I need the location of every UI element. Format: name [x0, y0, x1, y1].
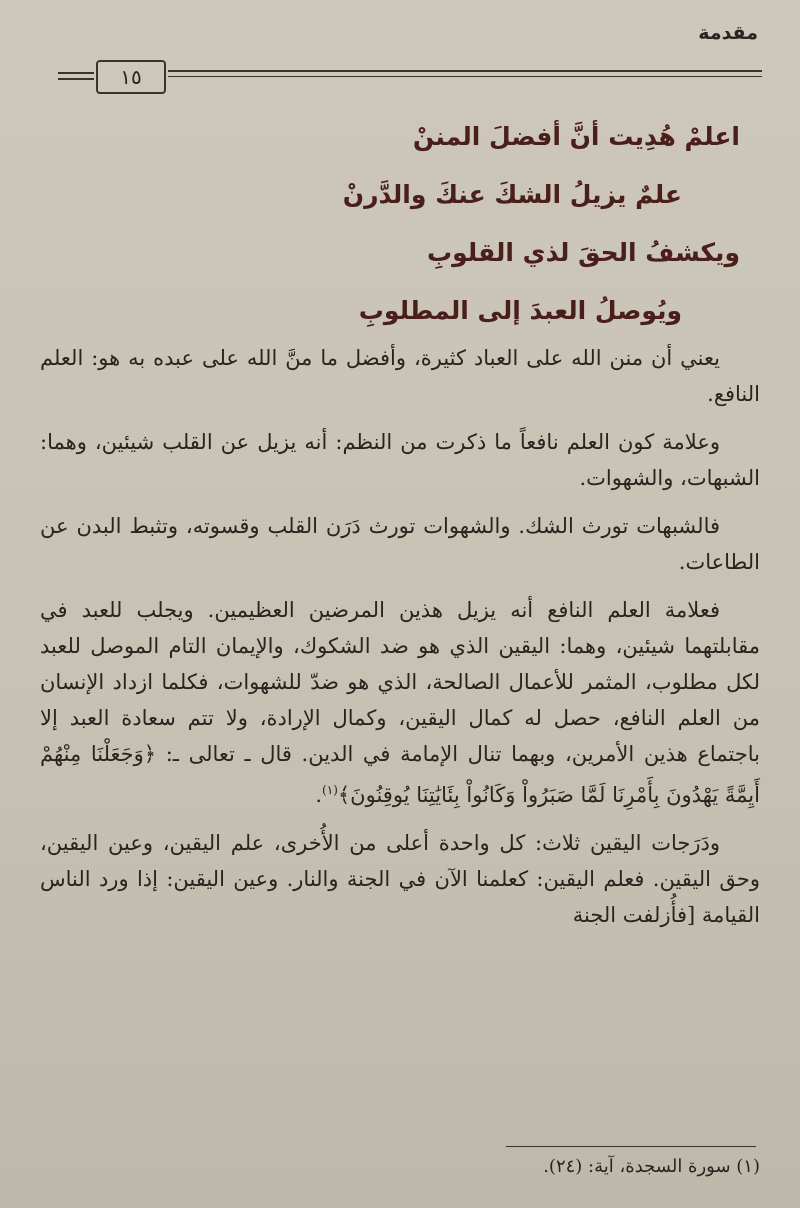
paragraph: يعني أن منن الله على العباد كثيرة، وأفضل ما منَّ الله على عبده به هو: العلم النافع.	[40, 346, 760, 406]
paragraph: فالشبهات تورث الشك. والشهوات تورث دَرَن القلب وقسوته، وتثبط البدن عن الطاعات.	[40, 514, 760, 574]
footnote-marker: (١)	[322, 783, 338, 797]
quran-verse: ﴿وَجَعَلْنَا مِنْهُمْ أَيِمَّةً يَهْدُونَ بِأَمْرِنَا لَمَّا صَبَرُواْ وَكَانُواْ بِئَايَٰتِنَا يُوقِنُونَ﴾	[40, 742, 760, 807]
footnote: (١) سورة السجدة، آية: (٢٤).	[543, 1156, 760, 1177]
rule-stub	[58, 78, 94, 80]
paragraph-with-verse: فعلامة العلم النافع أنه يزيل هذين المرضين العظيمين. ويجلب للعبد في مقابلتهما شيئين، وهما: اليقين الذي هو ضد الشكوك، والإيمان التام الموصل للعبد لكل مطلوب، المثمر للأعمال الصالحة، الذي هو ضدّ للشهوات، فكلما ازداد الإنسان من العلم النافع، حصل له كمال اليقين، وكمال الإرادة، ولا تتم سعادة العبد إلا باجتماع هذين الأمرين، وبهما تنال الإمامة في الدين. قال ـ تعالى ـ: ﴿وَجَعَلْنَا مِنْهُمْ أَيِمَّةً يَهْدُونَ بِأَمْرِنَا لَمَّا صَبَرُواْ وَكَانُواْ بِئَايَٰتِنَا يُوقِنُونَ﴾$^{(١)}$.	[40, 598, 760, 807]
poem-line: علمٌ يزيلُ الشكَ عنكَ والدَّرنْ	[342, 180, 682, 209]
header-rule	[58, 60, 762, 96]
running-head: مقدمة	[698, 22, 758, 44]
body-text	[40, 340, 760, 945]
poem-line: ويُوصلُ العبدَ إلى المطلوبِ	[358, 296, 682, 325]
poem-block	[60, 108, 740, 340]
poem-line: ويكشفُ الحقَ لذي القلوبِ	[427, 238, 740, 267]
paragraph-text: فعلامة العلم النافع أنه يزيل هذين المرضين العظيمين. ويجلب للعبد في مقابلتهما شيئين، وهما: اليقين الذي هو ضد الشكوك، والإيمان التام الموصل للعبد لكل مطلوب، المثمر للأعمال الصالحة، الذي هو ضدّ للشهوات، فكلما ازداد الإنسان من العلم النافع، حصل له كمال اليقين، وكمال الإرادة، ولا تتم سعادة العبد إلا باجتماع هذين الأمرين، وبهما تنال الإمامة في الدين. قال ـ تعالى ـ:	[40, 598, 760, 766]
rule-stub	[58, 72, 94, 74]
footnote-rule	[506, 1146, 756, 1147]
rule-line	[168, 70, 762, 72]
rule-line	[168, 76, 762, 77]
paragraph: ودَرَجات اليقين ثلاث: كل واحدة أعلى من الأُخرى، علم اليقين، وعين اليقين، وحق اليقين. فعلم اليقين: كعلمنا الآن في الجنة والنار. وعين اليقين: إذا ورد الناس القيامة [فأُزلفت الجنة	[40, 831, 760, 927]
page-number: ١٥	[96, 60, 166, 94]
poem-line: اعلمْ هُدِيت أنَّ أفضلَ المننْ	[412, 122, 740, 151]
paragraph: وعلامة كون العلم نافعاً ما ذكرت من النظم: أنه يزيل عن القلب شيئين، وهما: الشبهات، والشهوات.	[40, 430, 760, 490]
